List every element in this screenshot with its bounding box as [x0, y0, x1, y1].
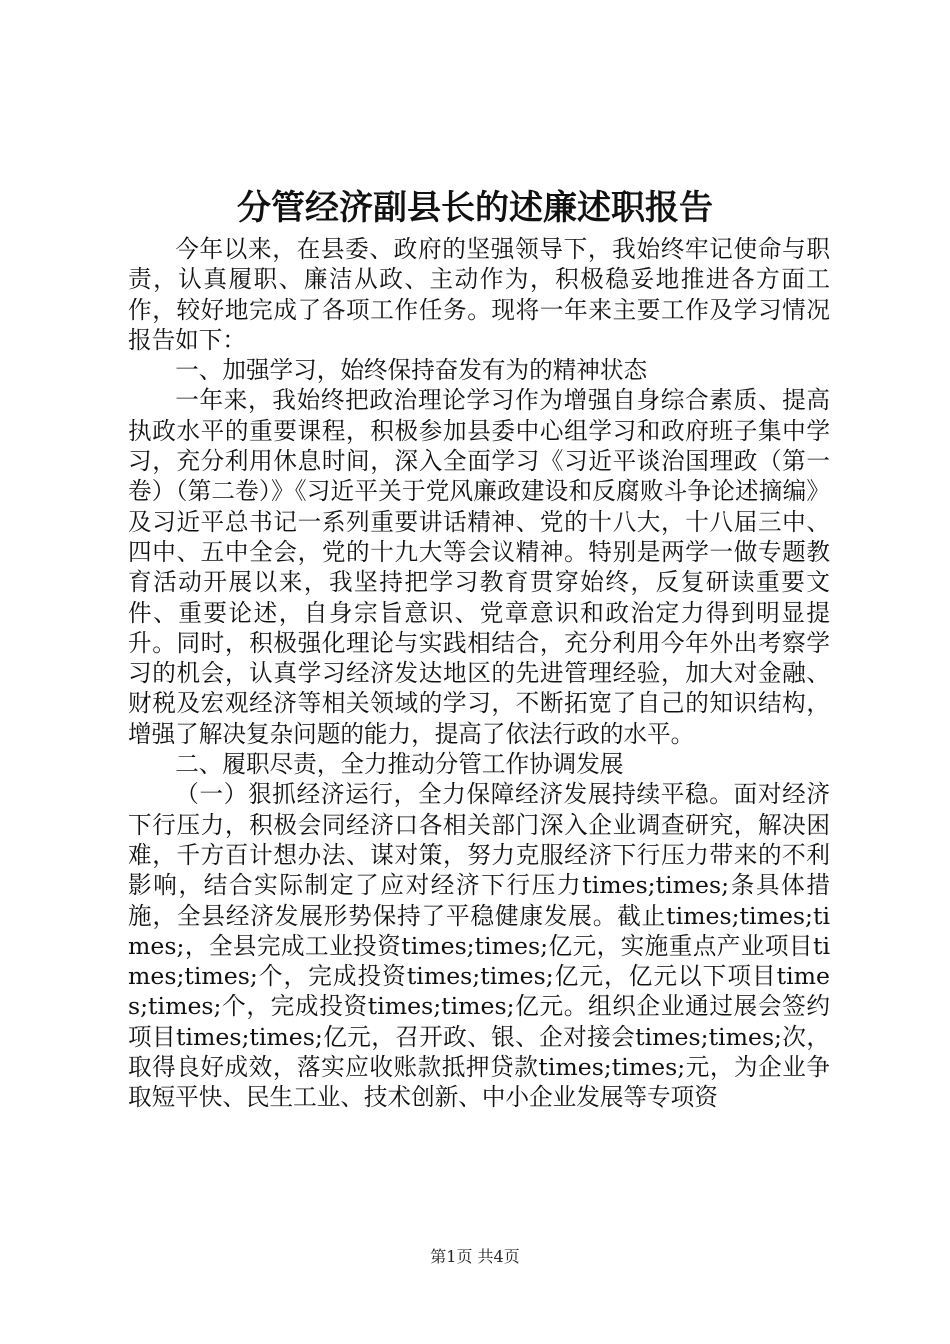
section-heading-2: 二、履职尽责，全力推动分管工作协调发展	[175, 750, 624, 779]
paragraph-intro: 今年以来，在县委、政府的坚强领导下，我始终牢记使命与职责，认真履职、廉洁从政、主动作为，积极稳妥地推进各方面工作，较好地完成了各项工作任务。现将一年来主要工作及学习情况报告如下：	[128, 235, 830, 354]
page-number-footer: 第1页 共4页	[430, 1247, 520, 1266]
section-heading-1: 一、加强学习，始终保持奋发有为的精神状态	[175, 356, 648, 385]
paragraph-economy: （一）狠抓经济运行，全力保障经济发展持续平稳。面对经济下行压力，积极会同经济口各相关部门深入企业调查研究，解决困难，千方百计想办法、谋对策，努力克服经济下行压力带来的不利影响，结合实际制定了应对经济下行压力times;times;条具体措施，全县经济发展形势保持了平稳健康发展。截止times;times;times;，全县完成工业投资times;times;亿元，实施重点产业项目times;times;个，完成投资times;times;亿元，亿元以下项目times;times;个，完成投资times;times;亿元。组织企业通过展会签约项目times;times;亿元，召开政、银、企对接会times;times;次，取得良好成效，落实应收账款抵押贷款times;times;元，为企业争取短平快、民生工业、技术创新、中小企业发展等专项资	[128, 780, 830, 1112]
paragraph-study: 一年来，我始终把政治理论学习作为增强自身综合素质、提高执政水平的重要课程，积极参加县委中心组学习和政府班子集中学习，充分利用休息时间，深入全面学习《习近平谈治国理政（第一卷）（第二卷）》《习近平关于党风廉政建设和反腐败斗争论述摘编》及习近平总书记一系列重要讲话精神、党的十八大，十八届三中、四中、五中全会，党的十九大等会议精神。特别是两学一做专题教育活动开展以来，我坚持把学习教育贯穿始终，反复研读重要文件、重要论述，自身宗旨意识、党章意识和政治定力得到明显提升。同时，积极强化理论与实践相结合，充分利用今年外出考察学习的机会，认真学习经济发达地区的先进管理经验，加大对金融、财税及宏观经济等相关领域的学习，不断拓宽了自己的知识结构，增强了解决复杂问题的能力，提高了依法行政的水平。	[128, 386, 830, 748]
document-title: 分管经济副县长的述廉述职报告	[237, 188, 713, 228]
document-body	[128, 234, 830, 1113]
